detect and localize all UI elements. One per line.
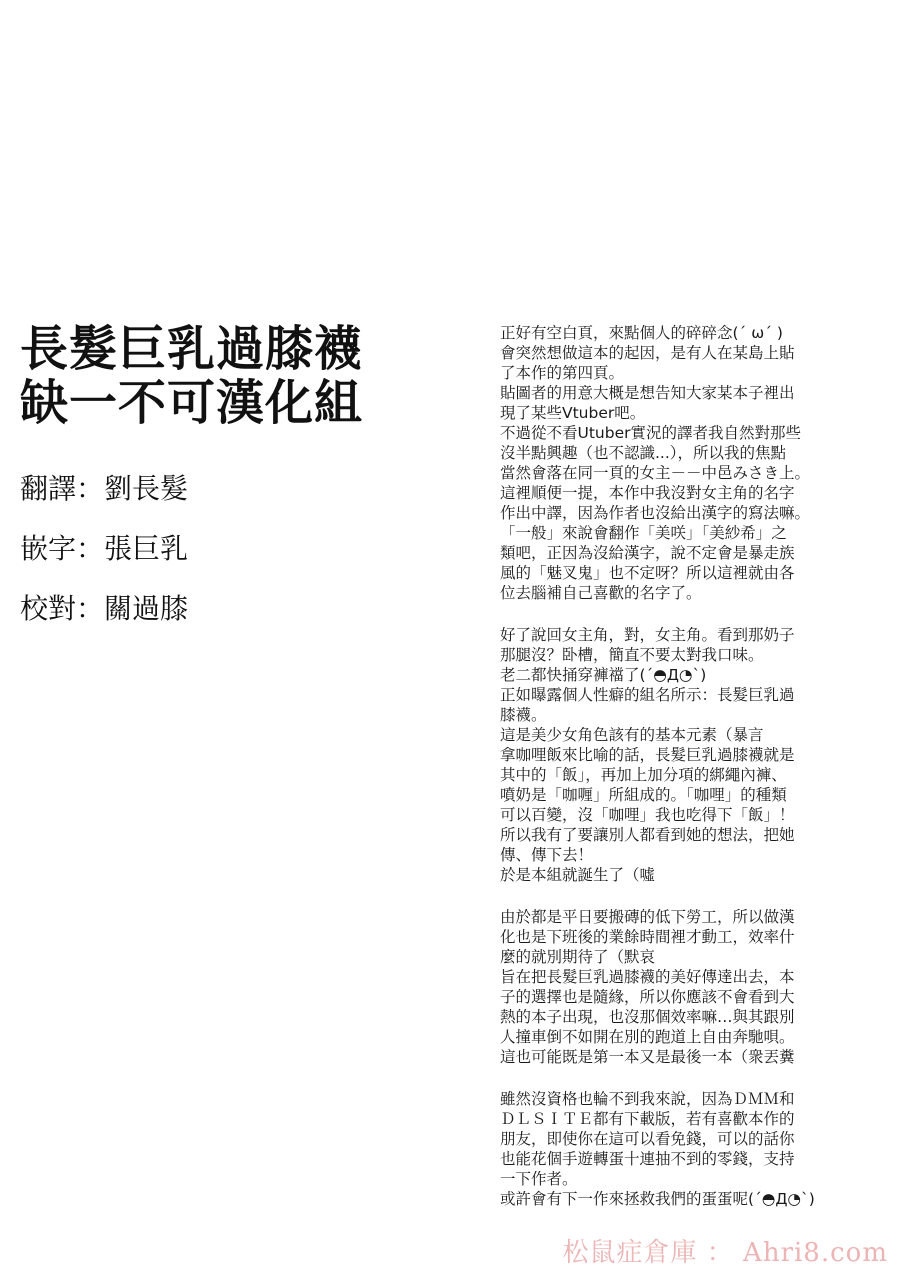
notes-line: 風的「魅叉鬼」也不定呀？所以這裡就由各 [500, 564, 795, 582]
notes-line: 老二都快捅穿褲襠了(´◓Д◔`) [500, 666, 707, 684]
credits-list [20, 472, 320, 652]
notes-paragraph [500, 907, 885, 1067]
notes-line: 麼的就別期待了（默哀 [500, 948, 656, 966]
notes-line: 一下作者。 [500, 1170, 578, 1188]
notes-line: 於是本組就誕生了（噓 [500, 866, 656, 884]
notes-paragraph [500, 1089, 885, 1209]
notes-line: ＤＬＳＩＴＥ都有下載版，若有喜歡本作的 [500, 1110, 795, 1128]
credit-typesetter: 嵌字：張巨乳 [20, 532, 189, 565]
notes-line: 現了某些Vtuber吧。 [500, 404, 646, 422]
notes-line: 正如曝露個人性癖的組名所示：長髮巨乳過 [500, 686, 795, 704]
notes-line: 其中的「飯」，再加上加分項的綁繩內褲、 [500, 766, 787, 784]
notes-line: 拿咖哩飯來比喻的話，長髮巨乳過膝襪就是 [500, 746, 795, 764]
notes-line: 好了說回女主角，對，女主角。看到那奶子 [500, 626, 795, 644]
notes-line: 「一般」來說會翻作「美咲」「美紗希」之 [500, 524, 787, 542]
notes-line: 傳、傳下去！ [500, 846, 594, 864]
notes-paragraph [500, 323, 885, 603]
page-title: 長髮巨乳過膝襪 [20, 321, 364, 377]
site-watermark: 松鼠症倉庫 ： Ahri8.com [562, 1238, 888, 1268]
notes-line: 雖然沒資格也輪不到我來說，因為ＤＭＭ和 [500, 1090, 795, 1108]
notes-line: 也能花個手遊轉蛋十連抽不到的零錢，支持 [500, 1150, 795, 1168]
notes-line: 位去腦補自己喜歡的名字了。 [500, 584, 702, 602]
notes-line: 了本作的第四頁。 [500, 364, 625, 382]
notes-line: 噴奶是「咖喱」所組成的。「咖哩」的種類 [500, 786, 787, 804]
credit-proofreader: 校對：關過膝 [20, 592, 189, 625]
notes-line: 會突然想做這本的起因，是有人在某島上貼 [500, 344, 795, 362]
notes-line: 那腿沒？卧槽，簡直不要太對我口味。 [500, 646, 764, 664]
notes-line: 當然會落在同一頁的女主－－中邑みさき上。 [500, 464, 811, 482]
page-subtitle: 缺一不可漢化組 [20, 375, 364, 431]
notes-line: 膝襪。 [500, 706, 547, 724]
notes-line: 這也可能既是第一本又是最後一本（衆丟糞 [500, 1048, 795, 1066]
notes-line: 旨在把長髮巨乳過膝襪的美好傳達出去，本 [500, 968, 795, 986]
credit-translator: 翻譯：劉長髮 [20, 472, 189, 505]
notes-line: 熱的本子出現，也沒那個效率嘛…與其跟別 [500, 1008, 795, 1026]
notes-line: 由於都是平日要搬磚的低下勞工，所以做漢 [500, 908, 795, 926]
notes-line: 或許會有下一作來拯救我們的蛋蛋呢(´◓Д◔`) [500, 1190, 815, 1208]
notes-line: 所以我有了要讓別人都看到她的想法，把她 [500, 826, 795, 844]
notes-line: 化也是下班後的業餘時間裡才動工，效率什 [500, 928, 795, 946]
notes-line: 不過從不看Utuber實況的譯者我自然對那些 [500, 424, 801, 442]
notes-line: 可以百變，沒「咖哩」我也吃得下「飯」！ [500, 806, 795, 824]
notes-line: 類吧，正因為沒給漢字，說不定會是暴走族 [500, 544, 795, 562]
notes-line: 這是美少女角色該有的基本元素（暴言 [500, 726, 764, 744]
notes-line: 沒半點興趣（也不認識...），所以我的焦點 [500, 444, 787, 462]
title-block [20, 322, 450, 430]
notes-line: 貼圖者的用意大概是想告知大家某本子裡出 [500, 384, 795, 402]
notes-line: 這裡順便一提，本作中我沒對女主角的名字 [500, 484, 795, 502]
notes-paragraph [500, 625, 885, 885]
notes-line: 正好有空白頁，來點個人的碎碎念(´ ω´ ) [500, 324, 783, 342]
notes-line: 作出中譯，因為作者也沒給出漢字的寫法嘛。 [500, 504, 811, 522]
notes-line: 人撞車倒不如開在別的跑道上自由奔馳唄。 [500, 1028, 795, 1046]
translator-notes [500, 323, 885, 1231]
notes-line: 朋友，即使你在這可以看免錢，可以的話你 [500, 1130, 795, 1148]
notes-line: 子的選擇也是隨緣，所以你應該不會看到大 [500, 988, 795, 1006]
